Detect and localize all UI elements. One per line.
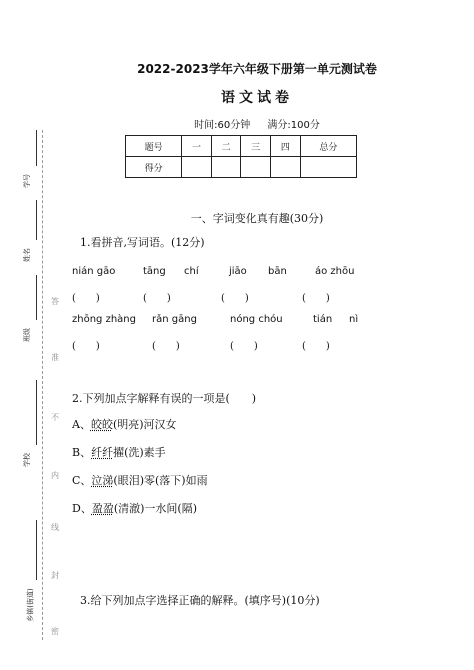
score-table-score-row bbox=[126, 157, 357, 178]
option-b[interactable] bbox=[72, 444, 166, 460]
side-label-name: 姓名 bbox=[23, 248, 31, 262]
side-field-town bbox=[36, 520, 37, 580]
question-3-prompt: 3.给下列加点字选择正确的解释。(填序号)(10分) bbox=[80, 594, 320, 607]
exam-meta bbox=[0, 116, 474, 131]
answer-blank[interactable]: ( ) bbox=[221, 293, 249, 304]
pinyin: jiāo bbox=[229, 266, 247, 277]
score-cell: 一 bbox=[182, 136, 212, 157]
answer-blank[interactable]: ( ) bbox=[152, 341, 180, 352]
question-1-prompt: 1.看拼音,写词语。(12分) bbox=[80, 236, 205, 249]
seal-char-2: 准 bbox=[51, 353, 59, 362]
score-cell: 二 bbox=[211, 136, 241, 157]
pinyin: nì bbox=[349, 314, 359, 325]
pinyin: chí bbox=[184, 266, 199, 277]
binding-dashed-line bbox=[42, 130, 43, 640]
answer-blank[interactable]: ( ) bbox=[72, 293, 100, 304]
answer-blank[interactable]: ( ) bbox=[72, 341, 100, 352]
pinyin: nián gāo bbox=[72, 266, 116, 277]
score-input-cell[interactable] bbox=[271, 157, 301, 178]
question-2-prompt: 2.下列加点字解释有误的一项是( ) bbox=[72, 392, 257, 405]
side-field-class bbox=[36, 275, 37, 320]
option-text: (眼泪)零(落下)如雨 bbox=[113, 474, 208, 487]
seal-char-1: 答 bbox=[51, 297, 59, 306]
pinyin: nóng chóu bbox=[230, 314, 283, 325]
option-letter: A、 bbox=[72, 418, 91, 431]
time-limit: 时间:60分钟 bbox=[194, 120, 251, 131]
option-letter: C、 bbox=[72, 474, 92, 487]
pinyin: tián bbox=[313, 314, 333, 325]
pinyin: zhōng zhàng bbox=[72, 314, 136, 325]
answer-blank[interactable]: ( ) bbox=[302, 341, 330, 352]
score-input-cell[interactable] bbox=[182, 157, 212, 178]
score-input-cell[interactable] bbox=[211, 157, 241, 178]
exam-subtitle: 语文试卷 bbox=[221, 90, 293, 106]
seal-char-7: 密 bbox=[51, 627, 59, 636]
option-d[interactable] bbox=[72, 500, 197, 516]
pinyin: áo zhōu bbox=[315, 266, 355, 277]
pinyin: bān bbox=[268, 266, 287, 277]
option-text: (清澈)一水间(隔) bbox=[113, 502, 197, 515]
answer-blank[interactable]: ( ) bbox=[302, 293, 330, 304]
score-table bbox=[125, 135, 357, 178]
side-field-student-id bbox=[36, 130, 37, 166]
pinyin: rǎn gāng bbox=[152, 314, 197, 325]
option-letter: B、 bbox=[72, 446, 92, 459]
option-text: 擢(洗)素手 bbox=[113, 446, 166, 459]
side-label-student-id: 学号 bbox=[23, 174, 31, 188]
dotted-chars: 纤纤 bbox=[91, 446, 114, 459]
option-c[interactable] bbox=[72, 472, 208, 488]
seal-char-5: 线 bbox=[51, 523, 59, 532]
pinyin: tāng bbox=[143, 266, 166, 277]
option-a[interactable] bbox=[72, 416, 177, 432]
full-score: 满分:100分 bbox=[267, 120, 320, 131]
dotted-chars: 皎皎 bbox=[90, 418, 113, 431]
option-text: (明亮)河汉女 bbox=[112, 418, 177, 431]
score-input-cell[interactable] bbox=[300, 157, 356, 178]
side-label-school: 学校 bbox=[23, 453, 31, 467]
score-table-header-row bbox=[126, 136, 357, 157]
seal-char-6: 封 bbox=[51, 571, 59, 580]
score-input-cell[interactable] bbox=[241, 157, 271, 178]
option-letter: D、 bbox=[72, 502, 92, 515]
seal-char-3: 不 bbox=[51, 413, 59, 422]
seal-char-4: 内 bbox=[51, 471, 59, 480]
answer-blank[interactable]: ( ) bbox=[230, 341, 258, 352]
side-label-class: 班级 bbox=[23, 328, 31, 342]
score-cell: 题号 bbox=[126, 136, 182, 157]
section-heading: 一、字词变化真有趣(30分) bbox=[190, 212, 324, 225]
answer-blank[interactable]: ( ) bbox=[143, 293, 171, 304]
score-cell: 总分 bbox=[300, 136, 356, 157]
score-cell: 得分 bbox=[126, 157, 182, 178]
side-field-school bbox=[36, 380, 37, 445]
side-label-town: 乡镇(街道) bbox=[26, 588, 35, 622]
exam-title: 2022-2023学年六年级下册第一单元测试卷 bbox=[137, 62, 377, 76]
dotted-chars: 泣涕 bbox=[91, 474, 114, 487]
dotted-chars: 盈盈 bbox=[91, 502, 114, 515]
score-cell: 四 bbox=[271, 136, 301, 157]
score-cell: 三 bbox=[241, 136, 271, 157]
